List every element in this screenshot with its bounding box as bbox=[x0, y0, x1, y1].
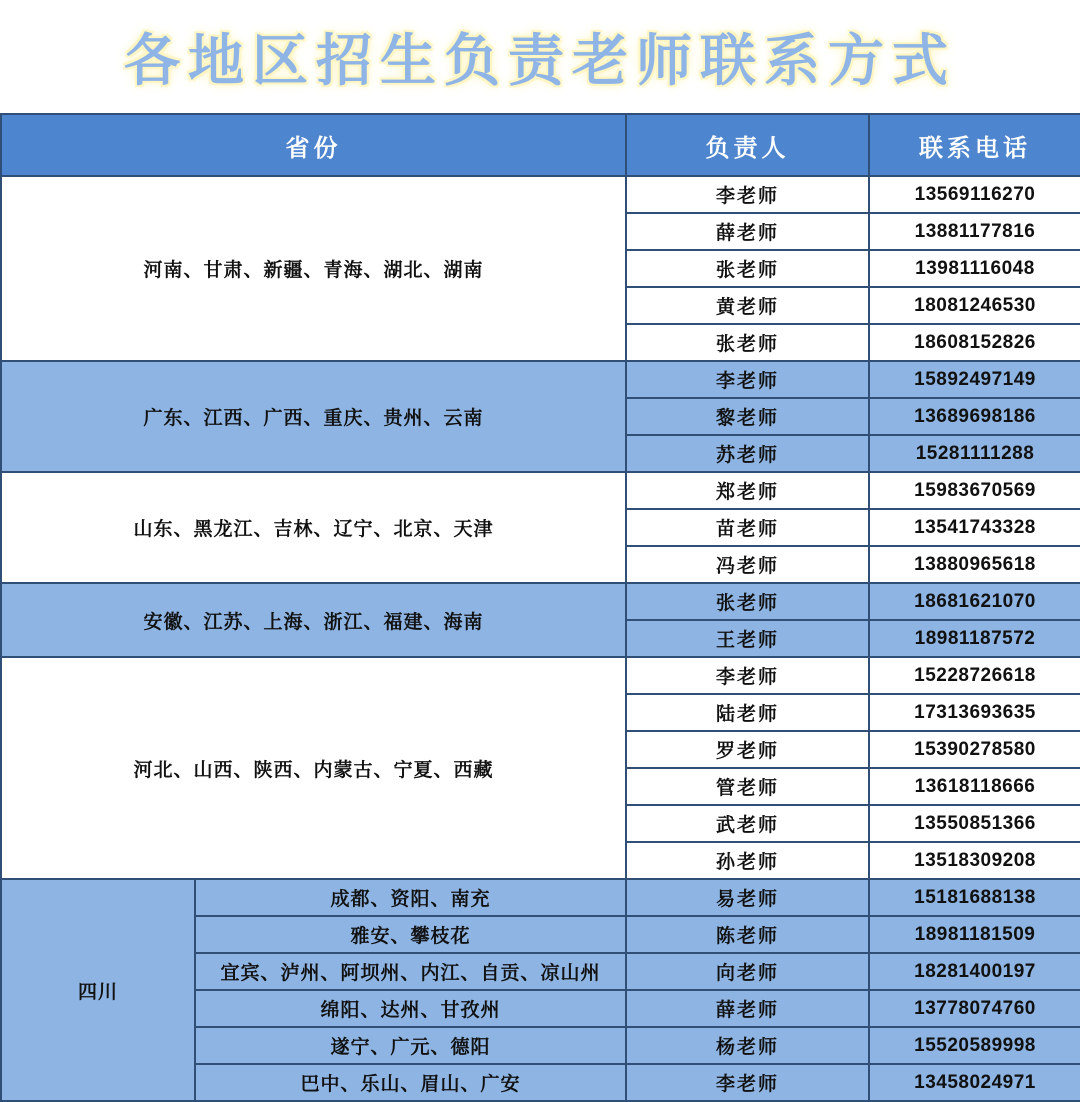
phone-cell: 15520589998 bbox=[869, 1027, 1080, 1064]
phone-cell: 15181688138 bbox=[869, 879, 1080, 916]
city-cell: 宜宾、泸州、阿坝州、内江、自贡、凉山州 bbox=[195, 953, 626, 990]
phone-cell: 18981187572 bbox=[869, 620, 1080, 657]
city-cell: 绵阳、达州、甘孜州 bbox=[195, 990, 626, 1027]
table-row bbox=[1, 583, 1080, 620]
phone-cell: 18281400197 bbox=[869, 953, 1080, 990]
header-row bbox=[1, 114, 1080, 176]
person-cell: 陈老师 bbox=[626, 916, 869, 953]
person-cell: 王老师 bbox=[626, 620, 869, 657]
person-cell: 向老师 bbox=[626, 953, 869, 990]
contact-table bbox=[0, 113, 1080, 1102]
table-row bbox=[1, 472, 1080, 509]
phone-cell: 18681621070 bbox=[869, 583, 1080, 620]
person-cell: 李老师 bbox=[626, 1064, 869, 1101]
province-cell: 河北、山西、陕西、内蒙古、宁夏、西藏 bbox=[1, 657, 626, 879]
table-row bbox=[1, 361, 1080, 398]
table-body bbox=[1, 176, 1080, 1101]
person-cell: 黄老师 bbox=[626, 287, 869, 324]
person-cell: 苗老师 bbox=[626, 509, 869, 546]
phone-cell: 13689698186 bbox=[869, 398, 1080, 435]
phone-cell: 13458024971 bbox=[869, 1064, 1080, 1101]
phone-cell: 15390278580 bbox=[869, 731, 1080, 768]
person-cell: 郑老师 bbox=[626, 472, 869, 509]
phone-cell: 18608152826 bbox=[869, 324, 1080, 361]
phone-cell: 15892497149 bbox=[869, 361, 1080, 398]
person-cell: 李老师 bbox=[626, 361, 869, 398]
city-cell: 巴中、乐山、眉山、广安 bbox=[195, 1064, 626, 1101]
phone-cell: 13981116048 bbox=[869, 250, 1080, 287]
person-cell: 薛老师 bbox=[626, 213, 869, 250]
person-cell: 李老师 bbox=[626, 176, 869, 213]
province-cell: 广东、江西、广西、重庆、贵州、云南 bbox=[1, 361, 626, 472]
city-cell: 遂宁、广元、德阳 bbox=[195, 1027, 626, 1064]
header-province: 省份 bbox=[1, 114, 626, 176]
phone-cell: 13550851366 bbox=[869, 805, 1080, 842]
province-cell: 四川 bbox=[1, 879, 195, 1101]
table-row bbox=[1, 176, 1080, 213]
header-phone: 联系电话 bbox=[869, 114, 1080, 176]
person-cell: 武老师 bbox=[626, 805, 869, 842]
phone-cell: 13569116270 bbox=[869, 176, 1080, 213]
header-person: 负责人 bbox=[626, 114, 869, 176]
person-cell: 管老师 bbox=[626, 768, 869, 805]
phone-cell: 13541743328 bbox=[869, 509, 1080, 546]
phone-cell: 18981181509 bbox=[869, 916, 1080, 953]
phone-cell: 15228726618 bbox=[869, 657, 1080, 694]
phone-cell: 18081246530 bbox=[869, 287, 1080, 324]
phone-cell: 13778074760 bbox=[869, 990, 1080, 1027]
person-cell: 杨老师 bbox=[626, 1027, 869, 1064]
phone-cell: 15983670569 bbox=[869, 472, 1080, 509]
table-row bbox=[1, 657, 1080, 694]
person-cell: 孙老师 bbox=[626, 842, 869, 879]
phone-cell: 13880965618 bbox=[869, 546, 1080, 583]
province-cell: 山东、黑龙江、吉林、辽宁、北京、天津 bbox=[1, 472, 626, 583]
page-title: 各地区招生负责老师联系方式 bbox=[124, 28, 956, 94]
person-cell: 冯老师 bbox=[626, 546, 869, 583]
person-cell: 张老师 bbox=[626, 250, 869, 287]
phone-cell: 13518309208 bbox=[869, 842, 1080, 879]
table-row bbox=[1, 879, 1080, 916]
province-cell: 安徽、江苏、上海、浙江、福建、海南 bbox=[1, 583, 626, 657]
person-cell: 陆老师 bbox=[626, 694, 869, 731]
city-cell: 雅安、攀枝花 bbox=[195, 916, 626, 953]
person-cell: 张老师 bbox=[626, 324, 869, 361]
title-banner bbox=[0, 0, 1080, 113]
person-cell: 易老师 bbox=[626, 879, 869, 916]
person-cell: 李老师 bbox=[626, 657, 869, 694]
person-cell: 张老师 bbox=[626, 583, 869, 620]
phone-cell: 13618118666 bbox=[869, 768, 1080, 805]
province-cell: 河南、甘肃、新疆、青海、湖北、湖南 bbox=[1, 176, 626, 361]
person-cell: 罗老师 bbox=[626, 731, 869, 768]
phone-cell: 15281111288 bbox=[869, 435, 1080, 472]
person-cell: 苏老师 bbox=[626, 435, 869, 472]
person-cell: 黎老师 bbox=[626, 398, 869, 435]
phone-cell: 17313693635 bbox=[869, 694, 1080, 731]
phone-cell: 13881177816 bbox=[869, 213, 1080, 250]
person-cell: 薛老师 bbox=[626, 990, 869, 1027]
city-cell: 成都、资阳、南充 bbox=[195, 879, 626, 916]
